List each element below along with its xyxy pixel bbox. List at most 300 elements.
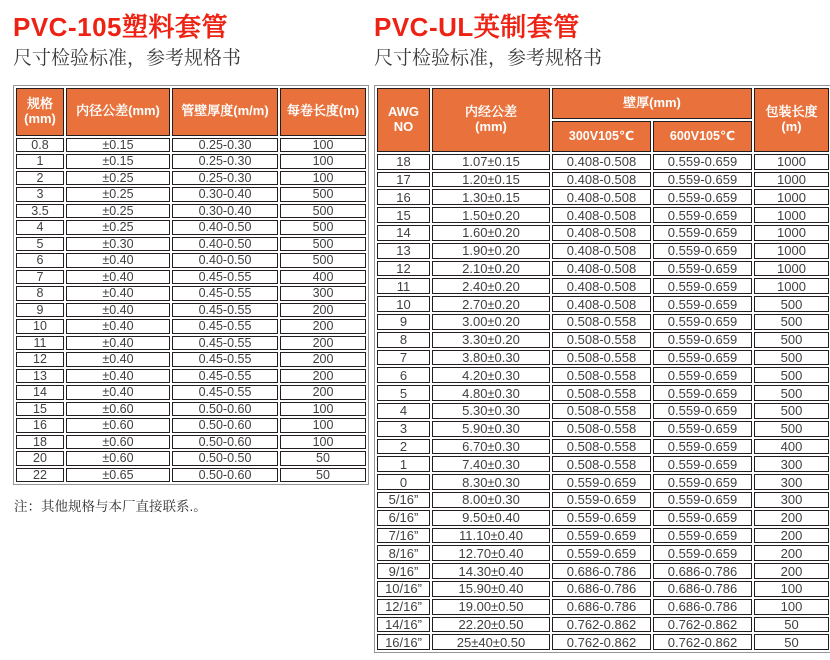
table-cell: 17 (377, 172, 430, 188)
table-cell: 16/16” (377, 634, 430, 650)
col-header-wall-thickness-group: 壁厚(mm) (552, 88, 752, 119)
table-cell: 4 (16, 220, 64, 235)
table-row (377, 278, 829, 294)
table-row (16, 204, 366, 219)
table-cell: ±0.40 (66, 303, 170, 318)
table-cell: 0.50-0.60 (172, 402, 278, 417)
table-cell: 11 (377, 278, 430, 294)
table-cell: 25±40±0.50 (432, 634, 550, 650)
table-cell: 1000 (754, 278, 829, 294)
pvc105-title: PVC-105塑料套管 (13, 12, 228, 42)
header-row (16, 88, 366, 136)
table-row (377, 581, 829, 597)
table-row (16, 352, 366, 367)
table-row (377, 367, 829, 383)
table-cell: 15 (377, 207, 430, 223)
table-cell: 4.80±0.30 (432, 385, 550, 401)
table-cell: 3.30±0.20 (432, 332, 550, 348)
table-cell: 0.559-0.659 (653, 350, 752, 366)
table-row (16, 468, 366, 483)
table-cell: 18 (377, 154, 430, 170)
table-cell: 11 (16, 336, 64, 351)
table-cell: 200 (754, 545, 829, 561)
table-cell: 0.508-0.558 (552, 403, 651, 419)
table-cell: 200 (754, 528, 829, 544)
table-cell: 7 (377, 350, 430, 366)
table-cell: 0.508-0.558 (552, 314, 651, 330)
table-cell: 200 (280, 352, 366, 367)
pvcul-title: PVC-UL英制套管 (374, 12, 580, 42)
table-row (377, 189, 829, 205)
table-cell: 1000 (754, 154, 829, 170)
table-row (16, 138, 366, 153)
table-cell: 0.686-0.786 (552, 581, 651, 597)
table-cell: 0.40-0.50 (172, 237, 278, 252)
table-cell: 0.559-0.659 (653, 243, 752, 259)
table-row (377, 510, 829, 526)
table-row (377, 545, 829, 561)
table-row (377, 314, 829, 330)
header-text: 内经公差 (464, 103, 517, 119)
table-cell: 3 (16, 187, 64, 202)
table-cell: 0.559-0.659 (552, 528, 651, 544)
table-cell: ±0.40 (66, 385, 170, 400)
table-cell: ±0.40 (66, 253, 170, 268)
table-cell: 1000 (754, 225, 829, 241)
table-row (16, 435, 366, 450)
table-cell: 100 (280, 171, 366, 186)
table-cell: 0.559-0.659 (653, 421, 752, 437)
table-cell: 1.90±0.20 (432, 243, 550, 259)
table-row (16, 187, 366, 202)
table-cell: 22.20±0.50 (432, 617, 550, 633)
table-cell: 0.8 (16, 138, 64, 153)
table-cell: 0.559-0.659 (653, 261, 752, 277)
col-header-300v105c: 300V105℃ (552, 121, 651, 152)
table-row (377, 421, 829, 437)
table-cell: 2 (377, 439, 430, 455)
header-text: (m) (781, 118, 802, 134)
table-cell: 500 (280, 220, 366, 235)
table-cell: 0.45-0.55 (172, 286, 278, 301)
table-cell: ±0.40 (66, 319, 170, 334)
table-cell: 0.408-0.508 (552, 225, 651, 241)
table-cell: 7/16” (377, 528, 430, 544)
pvc105-table-header (16, 88, 366, 136)
table-cell: 0.559-0.659 (653, 172, 752, 188)
table-cell: 9.50±0.40 (432, 510, 550, 526)
table-cell: 12.70±0.40 (432, 545, 550, 561)
table-row (377, 528, 829, 544)
table-cell: 12/16” (377, 599, 430, 615)
table-cell: ±0.25 (66, 204, 170, 219)
table-row (377, 634, 829, 650)
table-cell: ±0.65 (66, 468, 170, 483)
spec-note: 注：其他规格与本厂直接联系.。 (14, 499, 207, 515)
table-cell: 5.90±0.30 (432, 421, 550, 437)
table-cell: 0.45-0.55 (172, 319, 278, 334)
table-cell: 500 (280, 204, 366, 219)
table-cell: 0.508-0.558 (552, 421, 651, 437)
table-cell: 14/16” (377, 617, 430, 633)
table-cell: 0.508-0.558 (552, 456, 651, 472)
pvc105-spec-table (13, 85, 369, 486)
table-cell: 200 (280, 336, 366, 351)
table-cell: 8.00±0.30 (432, 492, 550, 508)
pvc105-table-body (16, 138, 366, 483)
table-cell: 0.559-0.659 (653, 528, 752, 544)
table-cell: 0.45-0.55 (172, 352, 278, 367)
table-cell: 2.40±0.20 (432, 278, 550, 294)
table-row (16, 451, 366, 466)
pvcul-section (374, 12, 826, 653)
table-row (16, 369, 366, 384)
table-row (16, 154, 366, 169)
table-cell: 300 (280, 286, 366, 301)
table-cell: 5 (377, 385, 430, 401)
table-cell: 15 (16, 402, 64, 417)
table-cell: 500 (754, 314, 829, 330)
pvcul-table-header (377, 88, 829, 152)
table-cell: 0.686-0.786 (653, 563, 752, 579)
table-row (16, 402, 366, 417)
table-cell: 200 (280, 303, 366, 318)
table-cell: 3 (377, 421, 430, 437)
table-cell: 0.45-0.55 (172, 270, 278, 285)
table-cell: 0.686-0.786 (552, 599, 651, 615)
table-cell: 0.559-0.659 (552, 474, 651, 490)
table-row (16, 237, 366, 252)
table-cell: 0.559-0.659 (653, 474, 752, 490)
table-cell: ±0.40 (66, 352, 170, 367)
table-cell: 0.50-0.50 (172, 451, 278, 466)
header-text: AWG (387, 103, 420, 119)
table-cell: 0.408-0.508 (552, 154, 651, 170)
table-cell: ±0.60 (66, 435, 170, 450)
table-cell: 18 (16, 435, 64, 450)
table-cell: 10 (377, 296, 430, 312)
table-cell: 16 (377, 189, 430, 205)
table-cell: 6 (377, 367, 430, 383)
table-cell: 500 (754, 403, 829, 419)
pvc105-section (13, 12, 359, 515)
table-row (16, 270, 366, 285)
table-cell: 8 (16, 286, 64, 301)
table-cell: 7.40±0.30 (432, 456, 550, 472)
header-text: (mm) (475, 118, 507, 134)
table-cell: 0.50-0.60 (172, 435, 278, 450)
table-cell: 500 (754, 332, 829, 348)
table-cell: 6 (16, 253, 64, 268)
table-row (16, 286, 366, 301)
table-cell: ±0.15 (66, 138, 170, 153)
col-header-length-per-roll: 每卷长度(m) (280, 88, 366, 136)
table-cell: ±0.30 (66, 237, 170, 252)
table-cell: 1000 (754, 172, 829, 188)
table-cell: 500 (754, 421, 829, 437)
table-cell: 1000 (754, 189, 829, 205)
table-cell: 11.10±0.40 (432, 528, 550, 544)
table-cell: 0.559-0.659 (653, 296, 752, 312)
table-cell: ±0.40 (66, 369, 170, 384)
table-cell: 0.559-0.659 (552, 492, 651, 508)
table-cell: 5/16” (377, 492, 430, 508)
table-cell: 0.408-0.508 (552, 172, 651, 188)
table-row (16, 303, 366, 318)
table-cell: 0 (377, 474, 430, 490)
table-cell: 0.408-0.508 (552, 278, 651, 294)
table-cell: 0.408-0.508 (552, 261, 651, 277)
table-row (16, 319, 366, 334)
table-cell: 300 (754, 474, 829, 490)
col-header-inner-diameter-tolerance (432, 88, 550, 152)
col-header-spec-mm (16, 88, 64, 136)
table-cell: 8.30±0.30 (432, 474, 550, 490)
table-cell: 100 (280, 402, 366, 417)
table-row (377, 403, 829, 419)
table-cell: 9/16” (377, 563, 430, 579)
table-row (377, 385, 829, 401)
table-cell: 0.559-0.659 (653, 385, 752, 401)
table-cell: 0.559-0.659 (653, 278, 752, 294)
table-cell: 13 (377, 243, 430, 259)
table-row (16, 253, 366, 268)
table-cell: 100 (280, 418, 366, 433)
table-cell: 1.50±0.20 (432, 207, 550, 223)
table-cell: 0.50-0.60 (172, 418, 278, 433)
table-cell: 1.30±0.15 (432, 189, 550, 205)
table-row (16, 171, 366, 186)
table-cell: 19.00±0.50 (432, 599, 550, 615)
table-cell: 0.408-0.508 (552, 207, 651, 223)
table-cell: 0.45-0.55 (172, 303, 278, 318)
table-row (377, 261, 829, 277)
table-cell: 0.559-0.659 (653, 367, 752, 383)
table-cell: 8/16” (377, 545, 430, 561)
table-cell: 0.559-0.659 (653, 314, 752, 330)
table-cell: 1 (16, 154, 64, 169)
table-cell: 0.559-0.659 (653, 492, 752, 508)
table-cell: 1 (377, 456, 430, 472)
table-cell: 0.559-0.659 (653, 545, 752, 561)
table-cell: 1.20±0.15 (432, 172, 550, 188)
table-cell: 500 (280, 237, 366, 252)
table-cell: 300 (754, 492, 829, 508)
table-cell: 500 (280, 253, 366, 268)
table-cell: 0.762-0.862 (653, 634, 752, 650)
table-cell: 3.00±0.20 (432, 314, 550, 330)
table-cell: 0.408-0.508 (552, 243, 651, 259)
table-row (377, 474, 829, 490)
table-cell: ±0.25 (66, 220, 170, 235)
table-cell: 3.80±0.30 (432, 350, 550, 366)
table-cell: 0.25-0.30 (172, 171, 278, 186)
table-cell: 0.508-0.558 (552, 332, 651, 348)
header-text: 规格 (26, 95, 53, 111)
table-cell: 0.508-0.558 (552, 367, 651, 383)
table-cell: 6.70±0.30 (432, 439, 550, 455)
table-row (377, 332, 829, 348)
table-row (377, 207, 829, 223)
table-cell: 6/16” (377, 510, 430, 526)
table-cell: 0.559-0.659 (653, 189, 752, 205)
table-cell: 100 (280, 435, 366, 450)
col-header-600v105c: 600V105℃ (653, 121, 752, 152)
table-row (377, 599, 829, 615)
table-cell: 400 (280, 270, 366, 285)
table-cell: 9 (377, 314, 430, 330)
table-row (377, 456, 829, 472)
table-cell: 0.559-0.659 (653, 207, 752, 223)
pvcul-subtitle: 尺寸检验标准，参考规格书 (374, 48, 603, 70)
table-cell: ±0.25 (66, 171, 170, 186)
header-text: NO (393, 118, 414, 134)
table-cell: 14.30±0.40 (432, 563, 550, 579)
table-cell: 0.408-0.508 (552, 189, 651, 205)
table-cell: 500 (754, 385, 829, 401)
table-cell: 0.762-0.862 (552, 617, 651, 633)
table-cell: ±0.60 (66, 418, 170, 433)
pvc105-subtitle: 尺寸检验标准，参考规格书 (13, 48, 242, 70)
table-cell: 500 (280, 187, 366, 202)
table-cell: 8 (377, 332, 430, 348)
table-row (377, 243, 829, 259)
table-cell: 0.559-0.659 (653, 510, 752, 526)
table-cell: 100 (280, 138, 366, 153)
table-cell: 0.30-0.40 (172, 204, 278, 219)
table-cell: 7 (16, 270, 64, 285)
table-cell: 15.90±0.40 (432, 581, 550, 597)
table-row (377, 225, 829, 241)
table-cell: ±0.15 (66, 154, 170, 169)
table-cell: 16 (16, 418, 64, 433)
table-row (377, 617, 829, 633)
table-cell: 0.408-0.508 (552, 296, 651, 312)
table-cell: 2.10±0.20 (432, 261, 550, 277)
table-cell: 5 (16, 237, 64, 252)
table-cell: 50 (280, 451, 366, 466)
table-cell: 300 (754, 456, 829, 472)
table-cell: 14 (16, 385, 64, 400)
table-cell: 0.559-0.659 (653, 154, 752, 170)
table-cell: 20 (16, 451, 64, 466)
col-header-awg-no (377, 88, 430, 152)
header-text: 包装长度 (765, 103, 818, 119)
table-cell: 3.5 (16, 204, 64, 219)
table-cell: 2 (16, 171, 64, 186)
table-cell: 9 (16, 303, 64, 318)
table-cell: 0.25-0.30 (172, 154, 278, 169)
table-cell: 1.60±0.20 (432, 225, 550, 241)
table-row (377, 563, 829, 579)
table-row (16, 336, 366, 351)
table-cell: 0.40-0.50 (172, 220, 278, 235)
table-cell: 10/16” (377, 581, 430, 597)
table-cell: 0.559-0.659 (653, 225, 752, 241)
table-cell: 200 (280, 319, 366, 334)
table-cell: 0.559-0.659 (653, 439, 752, 455)
table-cell: 0.508-0.558 (552, 385, 651, 401)
table-cell: 200 (754, 563, 829, 579)
table-cell: 0.45-0.55 (172, 369, 278, 384)
table-row (377, 492, 829, 508)
table-cell: 0.559-0.659 (653, 403, 752, 419)
table-cell: 2.70±0.20 (432, 296, 550, 312)
header-text: (mm) (24, 110, 56, 126)
col-header-wall-thickness: 管壁厚度(m/m) (172, 88, 278, 136)
table-cell: 0.45-0.55 (172, 336, 278, 351)
table-row (377, 296, 829, 312)
table-cell: 100 (754, 581, 829, 597)
table-cell: 50 (280, 468, 366, 483)
table-cell: 10 (16, 319, 64, 334)
header-row (377, 88, 829, 119)
table-row (377, 172, 829, 188)
table-cell: ±0.60 (66, 402, 170, 417)
col-header-packing-length (754, 88, 829, 152)
table-cell: 0.686-0.786 (653, 599, 752, 615)
table-cell: 0.508-0.558 (552, 350, 651, 366)
table-cell: 0.559-0.659 (552, 510, 651, 526)
table-cell: ±0.40 (66, 270, 170, 285)
table-cell: 0.762-0.862 (552, 634, 651, 650)
table-cell: 100 (754, 599, 829, 615)
col-header-inner-diameter-tolerance: 内径公差(mm) (66, 88, 170, 136)
table-cell: 4.20±0.30 (432, 367, 550, 383)
table-cell: 0.45-0.55 (172, 385, 278, 400)
table-row (16, 220, 366, 235)
table-cell: 500 (754, 350, 829, 366)
pvcul-table-body (377, 154, 829, 650)
table-cell: 14 (377, 225, 430, 241)
table-cell: 50 (754, 634, 829, 650)
table-cell: 1000 (754, 207, 829, 223)
table-cell: 0.40-0.50 (172, 253, 278, 268)
table-cell: 12 (377, 261, 430, 277)
table-cell: 0.686-0.786 (552, 563, 651, 579)
table-cell: 4 (377, 403, 430, 419)
table-cell: 0.762-0.862 (653, 617, 752, 633)
table-cell: 0.30-0.40 (172, 187, 278, 202)
table-cell: 200 (754, 510, 829, 526)
table-cell: ±0.25 (66, 187, 170, 202)
pvcul-spec-table (374, 85, 830, 653)
table-cell: 0.686-0.786 (653, 581, 752, 597)
table-cell: 5.30±0.30 (432, 403, 550, 419)
table-cell: 0.559-0.659 (552, 545, 651, 561)
table-cell: 1000 (754, 261, 829, 277)
table-cell: 0.559-0.659 (653, 332, 752, 348)
table-cell: 0.50-0.60 (172, 468, 278, 483)
table-row (16, 385, 366, 400)
table-cell: 1000 (754, 243, 829, 259)
table-cell: ±0.40 (66, 336, 170, 351)
table-cell: 100 (280, 154, 366, 169)
table-row (377, 154, 829, 170)
table-cell: 13 (16, 369, 64, 384)
table-cell: 500 (754, 296, 829, 312)
table-cell: 0.25-0.30 (172, 138, 278, 153)
table-cell: 0.508-0.558 (552, 439, 651, 455)
table-cell: 22 (16, 468, 64, 483)
table-cell: ±0.40 (66, 286, 170, 301)
table-cell: 400 (754, 439, 829, 455)
table-cell: 200 (280, 385, 366, 400)
table-cell: 50 (754, 617, 829, 633)
table-row (377, 439, 829, 455)
table-cell: 1.07±0.15 (432, 154, 550, 170)
table-cell: 200 (280, 369, 366, 384)
